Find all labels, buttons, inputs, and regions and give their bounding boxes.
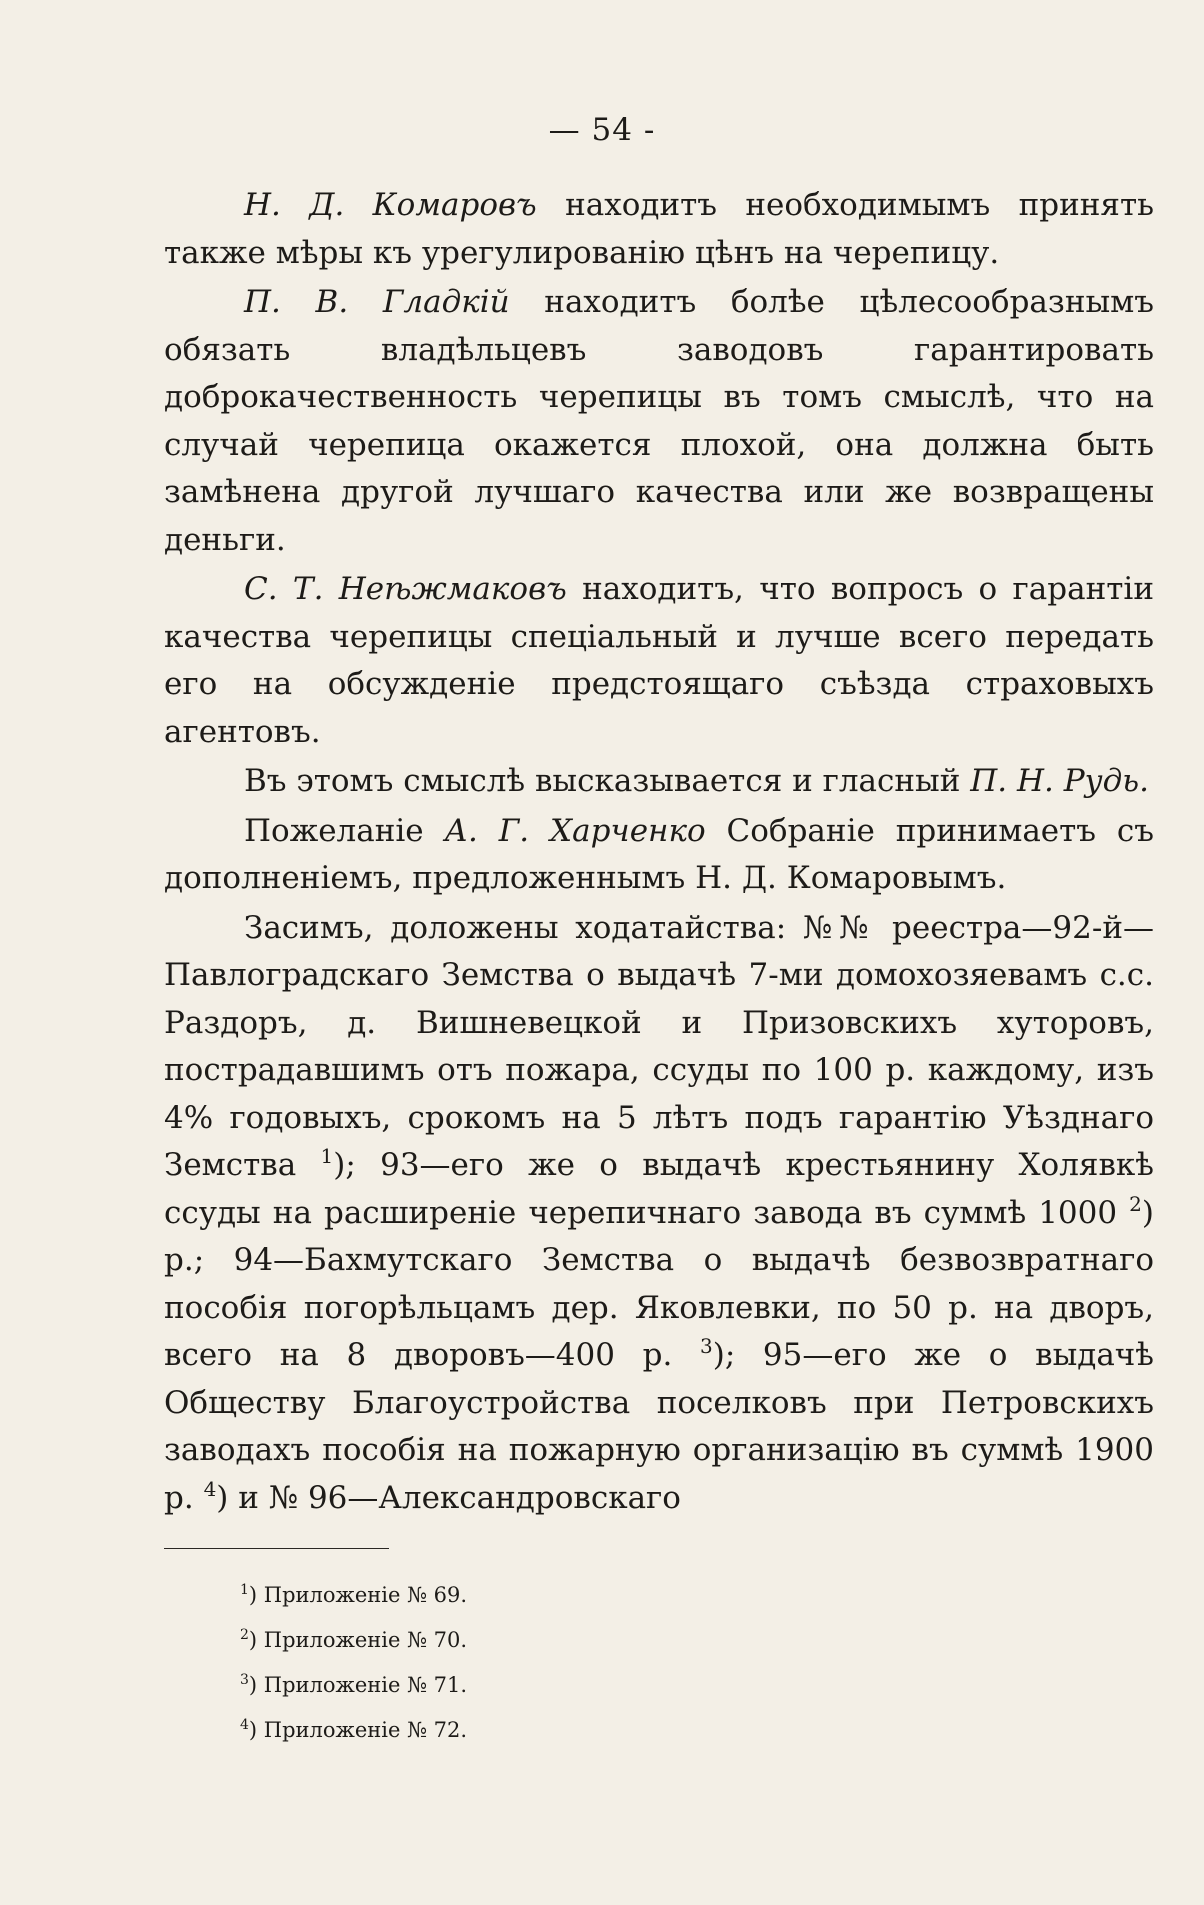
body-text: [164, 182, 1154, 1522]
paragraph-text: находитъ болѣе цѣлесообразнымъ обязать владѣльцевъ заводовъ гарантировать доброкачественность черепицы въ томъ смыслѣ, что на случай черепица окажется плохой, она должна быть замѣнена другой лучшаго качества или же возвращены деньги.: [164, 284, 1154, 558]
footnote-text: ) Приложеніе № 70.: [248, 1628, 468, 1652]
paragraph-text: ); 95—его же о выдачѣ Обществу Благоустройства поселковъ при Петровскихъ заводахъ пособія на пожарную организацію въ суммѣ 1900 р.: [164, 1337, 1154, 1516]
speaker-name: Н. Д. Комаровъ: [244, 187, 537, 223]
footnote-text: ) Приложеніе № 69.: [248, 1583, 468, 1607]
paragraph-text: находитъ, что вопросъ о гарантіи качества черепицы спеціальный и лучше всего передать его на обсужденіе предстоящаго съѣзда страховыхъ агентовъ.: [164, 571, 1154, 750]
footnote-text: ) Приложеніе № 71.: [248, 1673, 468, 1697]
paragraph-4: [164, 758, 1154, 806]
footnote-mark: 3: [240, 1672, 249, 1688]
footnote-text: ) Приложеніе № 72.: [248, 1718, 468, 1742]
footnote: [240, 1663, 467, 1708]
paragraph-6: [164, 905, 1154, 1523]
footnote: [240, 1708, 467, 1753]
paragraph-1: [164, 182, 1154, 277]
footnote-ref: 4: [203, 1476, 217, 1501]
paragraph-text: Пожеланіе: [244, 812, 445, 849]
paragraph-2: [164, 279, 1154, 564]
footnote: [240, 1573, 467, 1618]
footnote-ref: 1: [320, 1144, 334, 1168]
footnotes: [240, 1573, 467, 1753]
speaker-name: С. Т. Неѣжмаковъ: [244, 571, 567, 607]
page-number: — 54 -: [548, 112, 656, 148]
paragraph-3: [164, 566, 1154, 756]
paragraph-text: Собраніе принимаетъ съ дополненіемъ, предложеннымъ Н. Д. Комаровымъ.: [164, 812, 1154, 896]
paragraph-text: находитъ необходимымъ принять также мѣры къ урегулированію цѣнъ на черепицу.: [164, 187, 1154, 271]
paragraph-text: ) и № 96—Александровскаго: [216, 1479, 681, 1516]
paragraph-text: ); 93—его же о выдачѣ крестьянину Холявкѣ ссуды на расширеніе черепичнаго завода въ суммѣ 1000: [164, 1147, 1154, 1231]
footnote-mark: 4: [240, 1717, 249, 1733]
speaker-name: А. Г. Харченко: [444, 812, 706, 849]
footnote: [240, 1618, 467, 1663]
speaker-name: П. Н. Рудь.: [970, 763, 1149, 799]
footnote-ref: 2: [1129, 1191, 1142, 1216]
paragraph-text: Въ этомъ смыслѣ высказывается и гласный: [244, 763, 971, 799]
footnote-ref: 3: [699, 1334, 713, 1358]
speaker-name: П. В. Гладкій: [244, 284, 510, 320]
paragraph-text: ) р.; 94—Бахмутскаго Земства о выдачѣ безвозвратнаго пособія погорѣльцамъ дер. Яковлевки, по 50 р. на дворъ, всего на 8 дворовъ—400 р.: [164, 1194, 1154, 1373]
paragraph-5: [164, 808, 1154, 903]
footnote-mark: 2: [240, 1627, 249, 1643]
footnote-divider: [164, 1548, 389, 1549]
paragraph-text: Засимъ, доложены ходатайства: №№ реестра—92-й—Павлоградскаго Земства о выдачѣ 7-ми домохозяевамъ с.с. Раздоръ, д. Вишневецкой и Призовскихъ хуторовъ, пострадавшимъ отъ пожара, ссуды по 100 р. каждому, изъ 4% годовыхъ, срокомъ на 5 лѣтъ подъ гарантію Уѣзднаго Земства: [164, 909, 1154, 1183]
footnote-mark: 1: [240, 1582, 249, 1598]
